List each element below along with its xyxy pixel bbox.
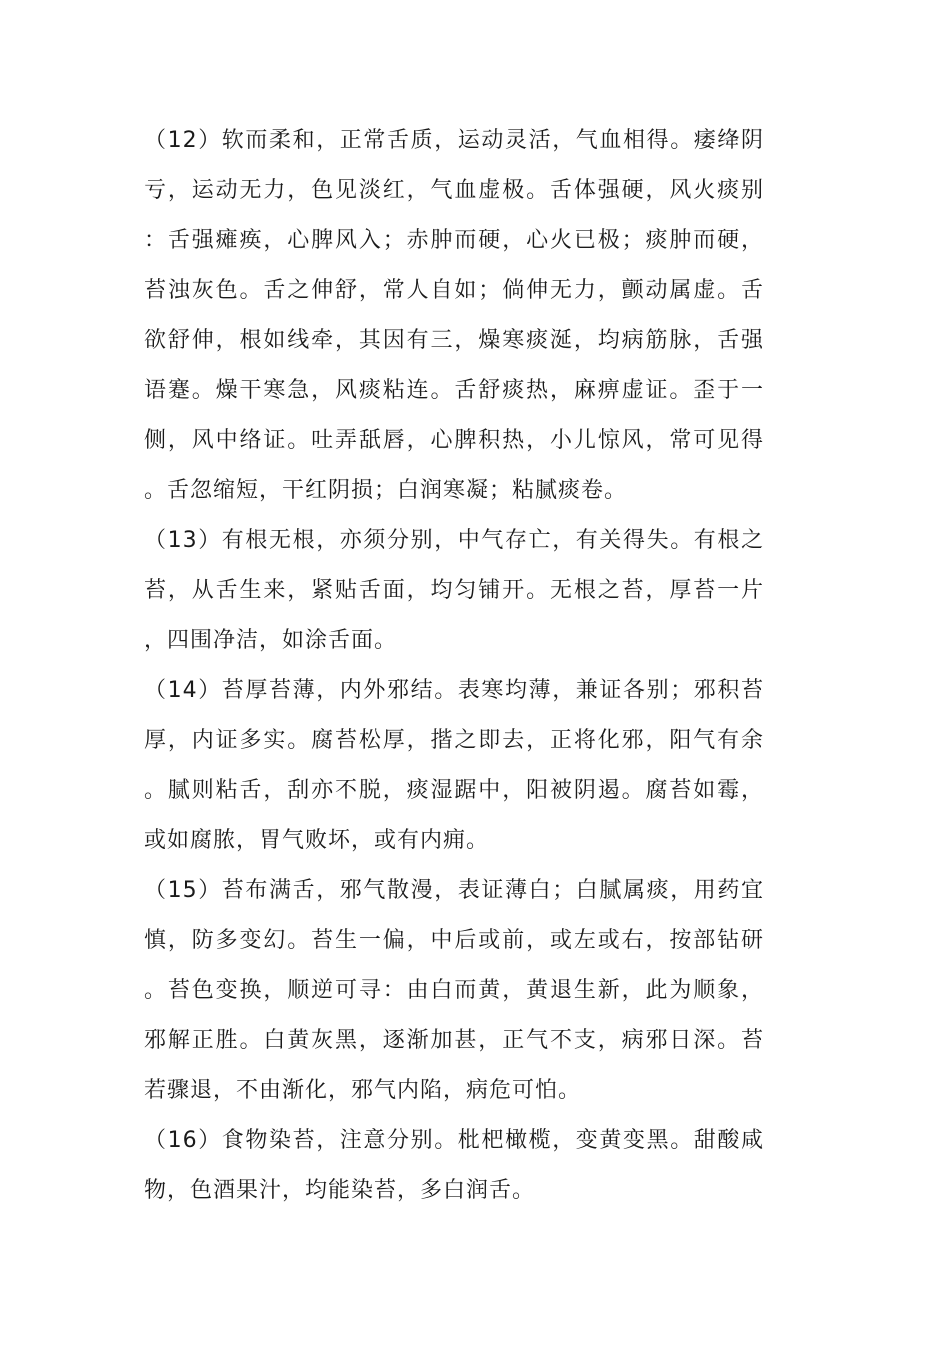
paragraph-16: （16）食物染苔，注意分别。枇杷橄榄，变黄变黑。甜酸咸物，色酒果汁，均能染苔，多白润舌。 [144, 1128, 764, 1203]
paragraph-13: （13）有根无根，亦须分别，中气存亡，有关得失。有根之苔，从舌生来，紧贴舌面，均匀铺开。无根之苔，厚苔一片，四围净洁，如涂舌面。 [144, 528, 764, 653]
document-page [144, 116, 764, 1216]
paragraph-15: （15）苔布满舌，邪气散漫，表证薄白；白腻属痰，用药宜慎，防多变幻。苔生一偏，中后或前，或左或右，按部钻研。苔色变换，顺逆可寻：由白而黄，黄退生新，此为顺象，邪解正胜。白黄灰黑，逐渐加甚，正气不支，病邪日深。苔若骤退，不由渐化，邪气内陷，病危可怕。 [144, 878, 764, 1103]
paragraph-14: （14）苔厚苔薄，内外邪结。表寒均薄，兼证各别；邪积苔厚，内证多实。腐苔松厚，揩之即去，正将化邪，阳气有余。腻则粘舌，刮亦不脱，痰湿踞中，阳被阴遏。腐苔如霉，或如腐脓，胃气败坏，或有内痈。 [144, 678, 764, 853]
paragraph-12: （12）软而柔和，正常舌质，运动灵活，气血相得。痿绛阴亏，运动无力，色见淡红，气血虚极。舌体强硬，风火痰别：舌强瘫痪，心脾风入；赤肿而硬，心火已极；痰肿而硬，苔浊灰色。舌之伸舒，常人自如；倘伸无力，颤动属虚。舌欲舒伸，根如线牵，其因有三，燥寒痰涎，均病筋脉，舌强语蹇。燥干寒急，风痰粘连。舌舒痰热，麻痹虚证。歪于一侧，风中络证。吐弄舐唇，心脾积热，小儿惊风，常可见得。舌忽缩短，干红阴损；白润寒凝；粘腻痰卷。 [144, 128, 764, 503]
